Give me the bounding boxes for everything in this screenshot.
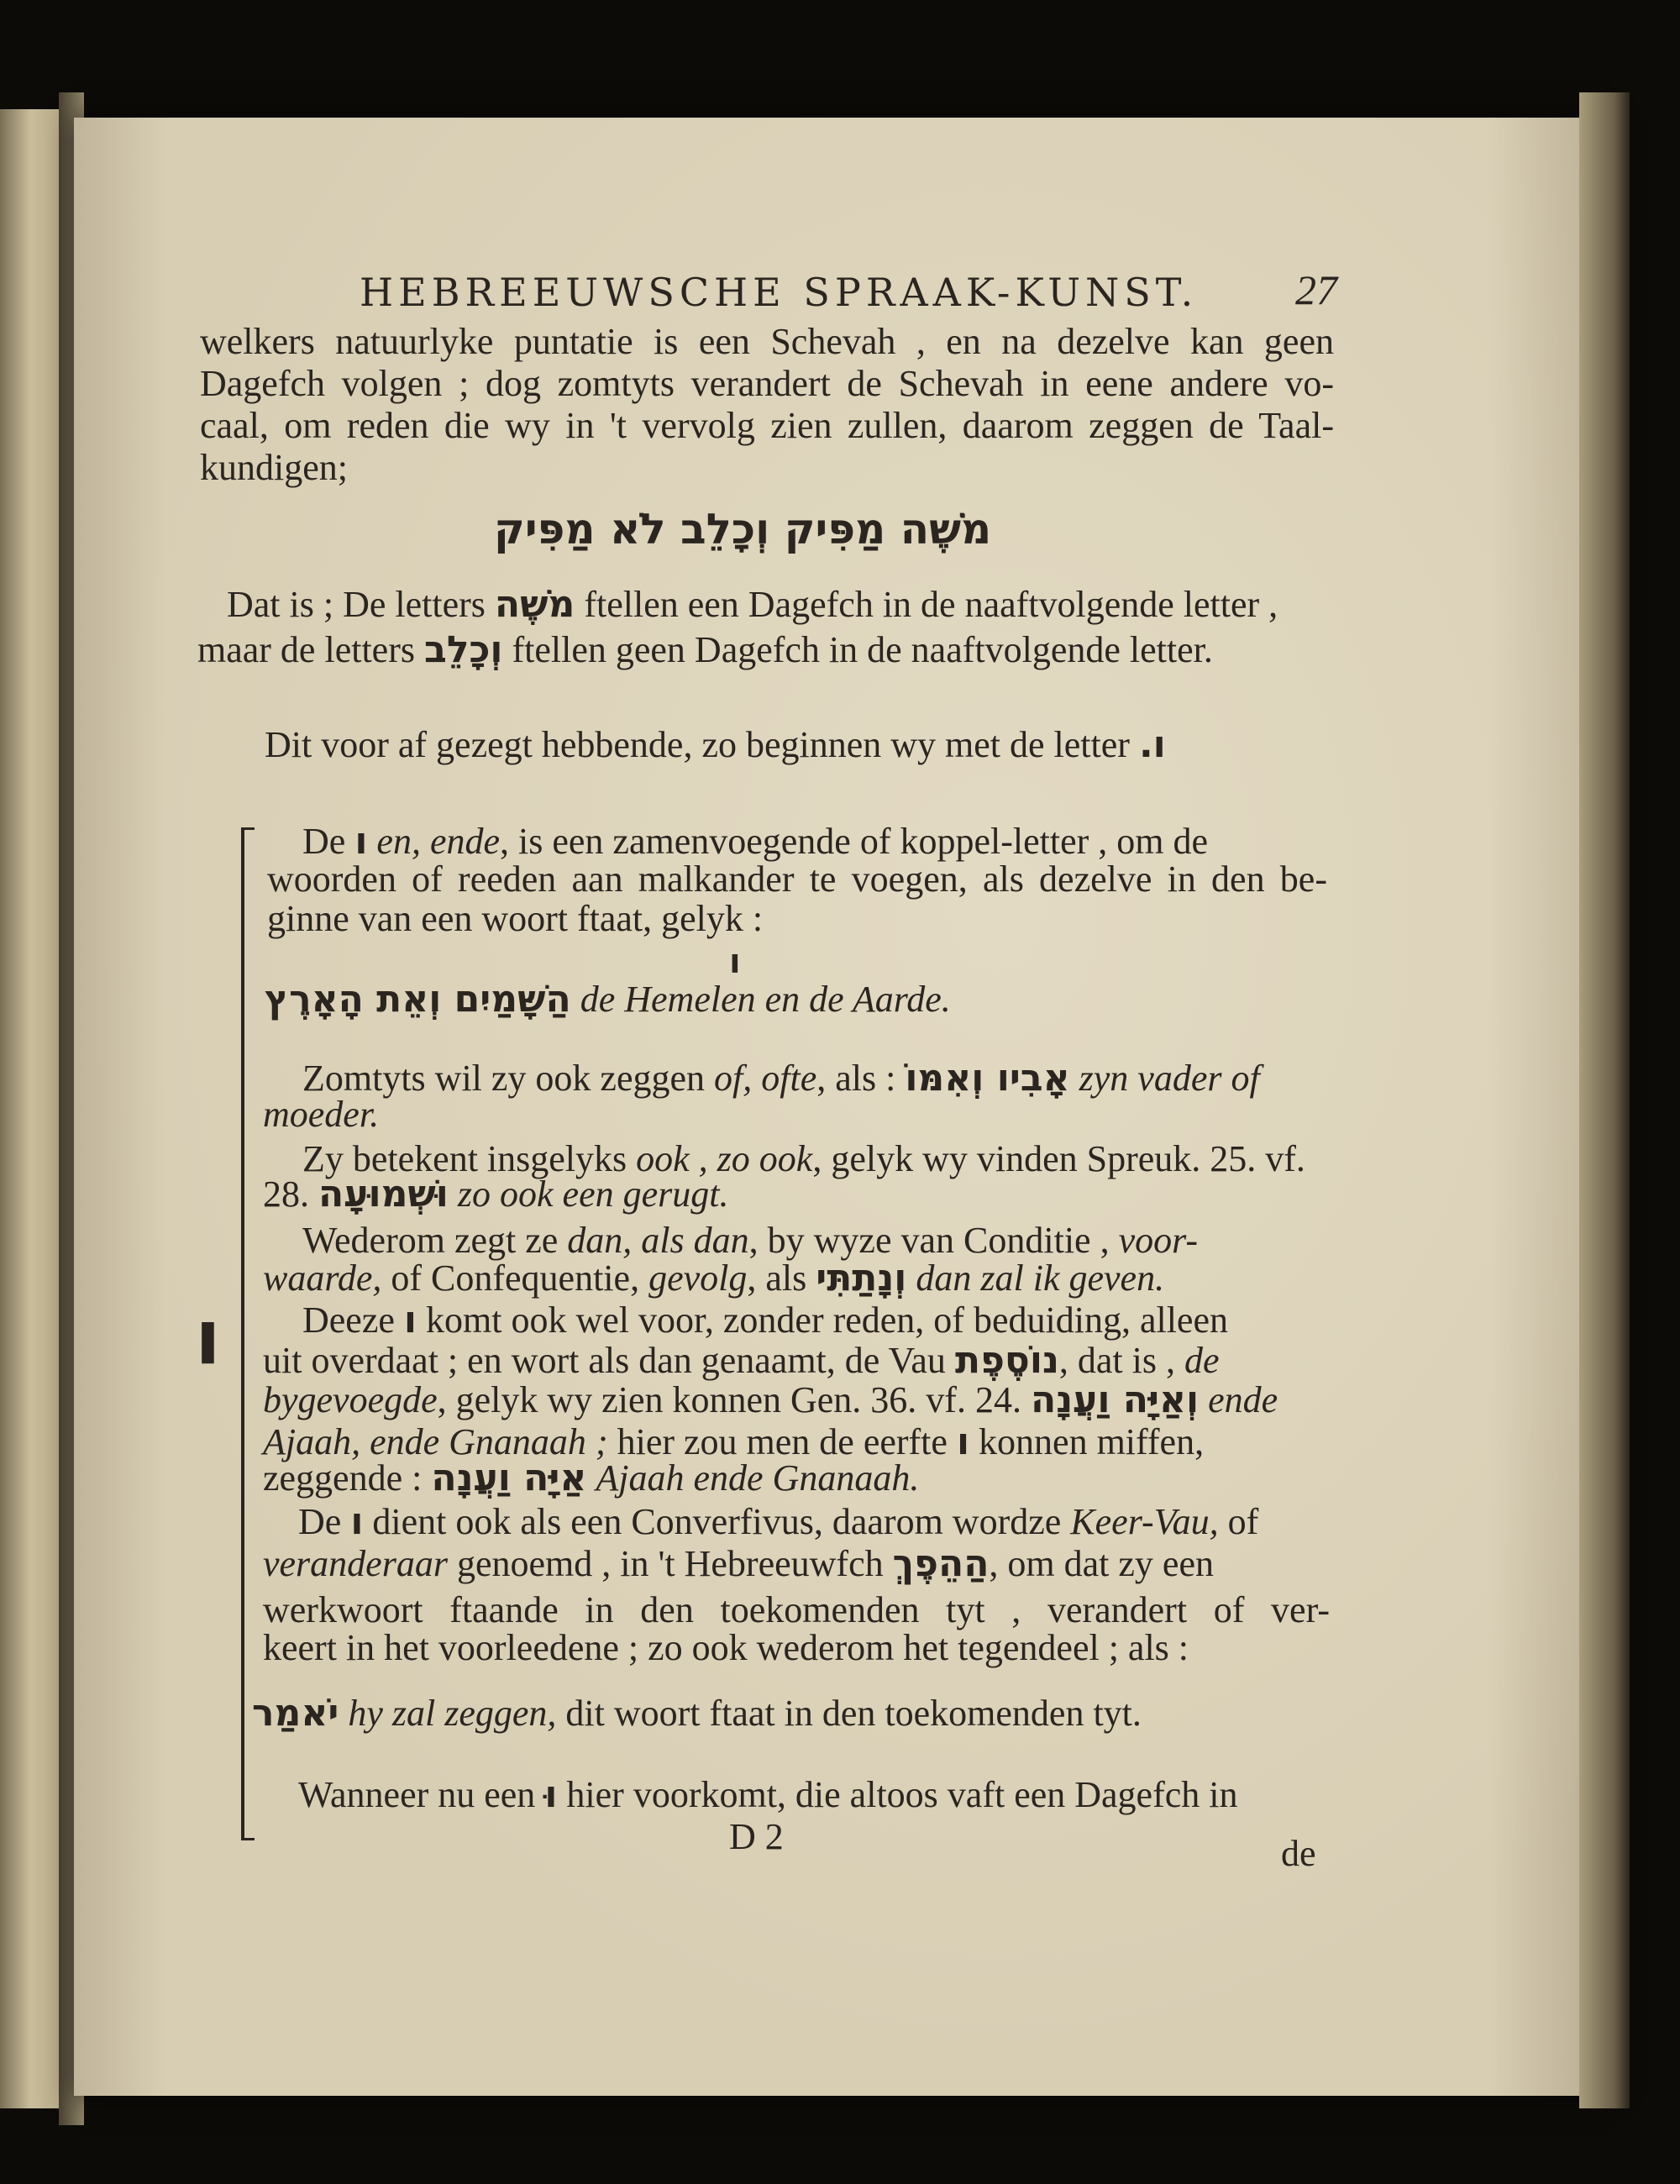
margin-bracket xyxy=(241,827,244,1840)
sec5-line4 xyxy=(263,1420,1205,1463)
para2-text: ftellen een Dagefch in de naaftvolgende letter , xyxy=(584,584,1278,625)
sec6-line2 xyxy=(263,1542,1214,1585)
sec4-text: of Confequentie, xyxy=(391,1257,640,1299)
italic-gloss: zo ook een gerugt. xyxy=(457,1173,729,1215)
signature-mark: D 2 xyxy=(729,1816,784,1857)
hebrew-word: מֹשֶׁה xyxy=(494,583,575,626)
italic-gloss: ende xyxy=(1208,1379,1278,1420)
sec6-text: De xyxy=(298,1501,342,1542)
para2-line1 xyxy=(227,583,1278,626)
sec2-text: Zomtyts wil zy ook zeggen xyxy=(302,1058,706,1099)
sec1-line1 xyxy=(302,820,1209,863)
sec4-line1 xyxy=(302,1222,1198,1259)
sec5-text: komt ook wel voor, zonder reden, of beduiding, alleen xyxy=(426,1299,1228,1341)
sec6-text: , om dat zy een xyxy=(989,1543,1214,1584)
hebrew-letter: ו. xyxy=(1138,723,1166,766)
italic-gloss: hy zal zeggen, xyxy=(348,1693,557,1734)
intro-line xyxy=(265,723,1166,766)
sec6-text: of xyxy=(1227,1501,1259,1542)
sec5-line5 xyxy=(263,1457,920,1499)
sec6-example xyxy=(252,1692,1142,1735)
sec5-text: , dat is , xyxy=(1058,1340,1175,1381)
hebrew-saying: מֹשֶׁה מַפִּיק וְכָלֵב לֹא מַפִּיק xyxy=(494,505,992,554)
italic-gloss: zyn vader of xyxy=(1079,1058,1260,1099)
sec6-line1 xyxy=(298,1500,1259,1543)
hebrew-word: וְכָלֵב xyxy=(423,628,503,671)
margin-bracket-top xyxy=(241,827,255,830)
sec6-text: genoemd , in 't Hebreeuwfch xyxy=(456,1543,884,1584)
hebrew-phrase: וְאַיָּה וַעֲנָה xyxy=(1030,1378,1200,1421)
sec4-line2 xyxy=(263,1257,1165,1299)
sec5-text: , gelyk wy zien konnen Gen. 36. vf. 24. xyxy=(437,1379,1021,1420)
italic-gloss: Ajaah, ende Gnanaah ; xyxy=(263,1421,608,1462)
hebrew-letter: ו xyxy=(956,1420,970,1463)
italic-gloss: voor- xyxy=(1118,1220,1199,1261)
sec5-text: hier zou men de eerfte xyxy=(617,1421,948,1462)
para2-text: maar de letters xyxy=(197,629,415,670)
catchword: de xyxy=(1281,1833,1316,1874)
hebrew-letter: ו xyxy=(403,1299,417,1341)
sec3-text: , gelyk wy vinden Spreuk. 25. vf. xyxy=(812,1138,1305,1179)
sec5-text: konnen miffen, xyxy=(979,1421,1205,1462)
italic-gloss: moeder. xyxy=(263,1094,380,1135)
para2-line2 xyxy=(197,628,1213,671)
sec6-text: dit woort ftaat in den toekomenden tyt. xyxy=(565,1693,1142,1734)
para1-line3: caal, om reden die wy in 't vervolg zien zullen, daarom zeggen de Taal- xyxy=(200,405,1334,446)
italic-gloss: en, ende xyxy=(376,821,501,862)
hebrew-word: הַהֵפֶךְ xyxy=(892,1542,990,1585)
sec5-text: Deeze xyxy=(302,1299,395,1341)
small-vav: ו xyxy=(729,942,741,981)
hebrew-word: יֹאמַר xyxy=(252,1692,339,1735)
hebrew-letter: ו xyxy=(354,820,368,863)
sec1-text: De xyxy=(302,821,346,862)
running-header xyxy=(360,270,1199,315)
italic-gloss: waarde, xyxy=(263,1257,382,1299)
sec1-line3: ginne van een woort ftaat, gelyk : xyxy=(267,898,764,939)
sec4-text: Wederom zegt ze xyxy=(302,1220,559,1261)
para2-text: ftellen geen Dagefch in de naaftvolgende letter. xyxy=(512,629,1213,670)
hebrew-letter: וּ xyxy=(544,1773,558,1816)
sec7-line1 xyxy=(298,1773,1238,1816)
sec2-text: , als : xyxy=(816,1058,896,1099)
sec2-line2 xyxy=(263,1096,379,1133)
sec1-line2: woorden of reeden aan malkander te voegen, als dezelve in den be- xyxy=(267,858,1327,900)
sec3-line2 xyxy=(263,1173,729,1215)
sec6-text: dient ook als een Converfivus, daarom wordze xyxy=(372,1501,1062,1542)
sec5-line2 xyxy=(263,1339,1220,1382)
sec2-line1 xyxy=(302,1057,1260,1100)
para2-text: Dat is ; De letters xyxy=(227,584,486,625)
facing-page-edge xyxy=(0,109,67,2108)
sec7-text: Wanneer nu een xyxy=(298,1774,536,1815)
verse-number: 28. xyxy=(263,1173,309,1215)
margin-vav-letter: ו xyxy=(195,1294,221,1382)
sec4-text: , als xyxy=(747,1257,807,1299)
sec4-text: , by wyze van Conditie , xyxy=(748,1220,1110,1261)
sec3-line1 xyxy=(302,1138,1305,1179)
hebrew-word: נוֹסֶפֶת xyxy=(954,1339,1059,1382)
para1-line4: kundigen; xyxy=(200,447,348,488)
hebrew-letter: ו xyxy=(350,1500,364,1543)
page-edge-right xyxy=(1579,92,1630,2108)
page-number: 27 xyxy=(1295,266,1337,313)
hebrew-word: וּשְׁמוּעָה xyxy=(318,1173,449,1215)
italic-gloss: Keer-Vau, xyxy=(1070,1501,1219,1542)
para1-line2: Dagefch volgen ; dog zomtyts verandert de Schevah in eene andere vo- xyxy=(200,363,1334,404)
italic-gloss: dan, als dan xyxy=(567,1220,749,1261)
sec7-text: hier voorkomt, die altoos vaft een Dagefch in xyxy=(566,1774,1238,1815)
sec5-text: zeggende : xyxy=(263,1457,423,1499)
sec1-text: , is een zamenvoegende of koppel-letter , om de xyxy=(500,821,1209,862)
italic-gloss: dan zal ik geven. xyxy=(916,1257,1165,1299)
sec1-example xyxy=(265,978,951,1021)
header-title: HEBREEUWSCHE SPRAAK-KUNST. xyxy=(360,270,1199,315)
sec3-text: Zy betekent insgelyks xyxy=(302,1138,627,1179)
italic-gloss: bygevoegde xyxy=(263,1379,438,1420)
sec5-line3 xyxy=(263,1378,1278,1421)
hebrew-phrase: אָבִיו וְאִמּוֹ xyxy=(905,1057,1070,1100)
intro-text: Dit voor af gezegt hebbende, zo beginnen wy met de letter xyxy=(265,724,1130,765)
italic-gloss: de xyxy=(1184,1340,1220,1381)
italic-gloss: Ajaah ende Gnanaah. xyxy=(596,1457,920,1499)
italic-gloss: gevolg xyxy=(648,1257,748,1299)
sec6-line4: keert in het voorleedene ; zo ook wederom het tegendeel ; als : xyxy=(263,1627,1189,1668)
italic-gloss: veranderaar xyxy=(263,1543,448,1584)
margin-bracket-bottom xyxy=(241,1838,255,1840)
hebrew-phrase: אַיָּה וַעֲנָה xyxy=(431,1457,587,1499)
para1-line1: welkers natuurlyke puntatie is een Schevah , en na dezelve kan geen xyxy=(200,321,1334,362)
hebrew-phrase: הַשָּׁמַיִם וְאֵת הָאָרֶץ xyxy=(265,978,571,1021)
hebrew-word: וְנָתַתִּי xyxy=(816,1257,907,1299)
sec6-line3: werkwoort ftaande in den toekomenden tyt , verandert of ver- xyxy=(263,1589,1330,1630)
italic-gloss: ook , zo ook xyxy=(636,1138,813,1179)
italic-gloss: de Hemelen en de Aarde. xyxy=(580,979,951,1020)
sec5-line1 xyxy=(302,1299,1228,1341)
italic-gloss: of, ofte xyxy=(714,1058,817,1099)
sec5-text: uit overdaat ; en wort als dan genaamt, de Vau xyxy=(263,1340,946,1381)
